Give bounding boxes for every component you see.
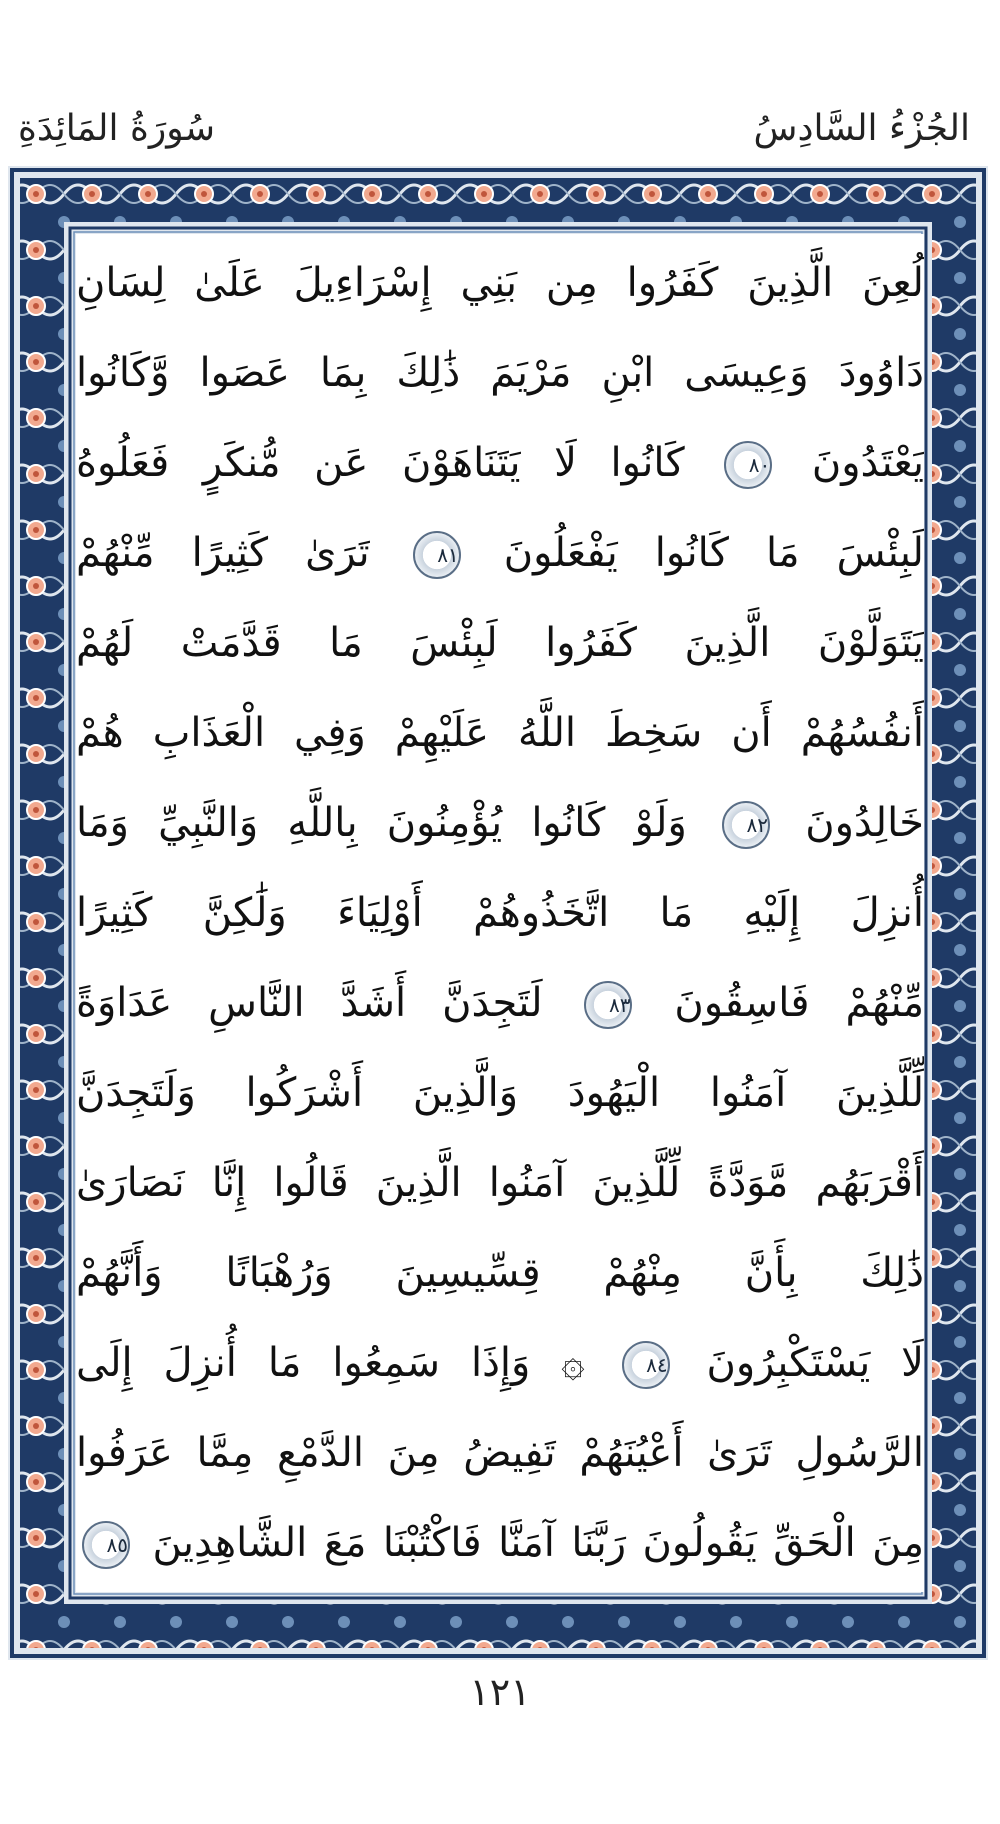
verse-line [76,1408,924,1498]
verse-text: خَالِدُونَ [805,800,924,846]
ayah-number-marker: ٨٣ [584,981,632,1029]
verse-text: ذَٰلِكَ بِأَنَّ مِنْهُمْ قِسِّيسِينَ وَرُهْبَانًا وَأَنَّهُمْ [76,1250,924,1296]
verse-line [76,418,924,508]
verse-line [76,868,924,958]
verse-text: لِّلَّذِينَ آمَنُوا الْيَهُودَ وَالَّذِينَ أَشْرَكُوا وَلَتَجِدَنَّ [76,1070,924,1116]
verse-text: أُنزِلَ إِلَيْهِ مَا اتَّخَذُوهُمْ أَوْلِيَاءَ وَلَٰكِنَّ كَثِيرًا [76,890,924,936]
verse-text: ۞ وَإِذَا سَمِعُوا مَا أُنزِلَ إِلَى [76,1340,585,1386]
verse-text: يَعْتَدُونَ [811,440,924,486]
verse-text: يَتَوَلَّوْنَ الَّذِينَ كَفَرُوا لَبِئْسَ مَا قَدَّمَتْ لَهُمْ [76,620,924,666]
verse-line [76,1048,924,1138]
verse-line [76,1228,924,1318]
juz-name: الجُزْءُ السَّادِسُ [753,108,970,149]
verse-text: دَاوُودَ وَعِيسَى ابْنِ مَرْيَمَ ذَٰلِكَ بِمَا عَصَوا وَّكَانُوا [76,350,924,396]
ayah-number-marker: ٨٠ [724,441,772,489]
surah-name: سُورَةُ المَائِدَةِ [18,108,215,149]
verse-line [76,1318,924,1408]
ayah-number-marker: ٨٤ [622,1341,670,1389]
verse-line [76,598,924,688]
verse-text-area [76,234,924,1592]
verse-text: أَقْرَبَهُم مَّوَدَّةً لِّلَّذِينَ آمَنُوا الَّذِينَ قَالُوا إِنَّا نَصَارَىٰ [76,1160,924,1206]
verse-text: لَبِئْسَ مَا كَانُوا يَفْعَلُونَ [503,530,924,576]
verse-text: كَانُوا لَا يَتَنَاهَوْنَ عَن مُّنكَرٍ فَعَلُوهُ [76,440,685,486]
verse-line [76,508,924,598]
verse-line [76,238,924,328]
verse-line [76,328,924,418]
page-number: ١٢١ [469,1670,531,1714]
verse-text: الرَّسُولِ تَرَىٰ أَعْيُنَهُمْ تَفِيضُ مِنَ الدَّمْعِ مِمَّا عَرَفُوا [76,1430,924,1476]
verse-line [76,688,924,778]
ayah-number-marker: ٨٥ [82,1521,130,1569]
verse-text: تَرَىٰ كَثِيرًا مِّنْهُمْ [76,530,370,576]
verse-line [76,778,924,868]
verse-text: لَا يَسْتَكْبِرُونَ [706,1340,924,1386]
page-header [0,0,1000,170]
verse-text: وَلَوْ كَانُوا يُؤْمِنُونَ بِاللَّهِ وَالنَّبِيِّ وَمَا [76,800,687,846]
verse-line [76,1498,924,1588]
verse-text: لَتَجِدَنَّ أَشَدَّ النَّاسِ عَدَاوَةً [76,980,543,1026]
verse-text: مِّنْهُمْ فَاسِقُونَ [674,980,924,1026]
verse-text: أَنفُسُهُمْ أَن سَخِطَ اللَّهُ عَلَيْهِمْ وَفِي الْعَذَابِ هُمْ [76,710,924,756]
verse-line [76,958,924,1048]
ayah-number-marker: ٨٢ [722,801,770,849]
ayah-number-marker: ٨١ [413,531,461,579]
verse-line [76,1138,924,1228]
verse-text: لُعِنَ الَّذِينَ كَفَرُوا مِن بَنِي إِسْرَاءِيلَ عَلَىٰ لِسَانِ [76,260,924,306]
verse-text: مِنَ الْحَقِّ يَقُولُونَ رَبَّنَا آمَنَّا فَاكْتُبْنَا مَعَ الشَّاهِدِينَ [152,1520,924,1566]
